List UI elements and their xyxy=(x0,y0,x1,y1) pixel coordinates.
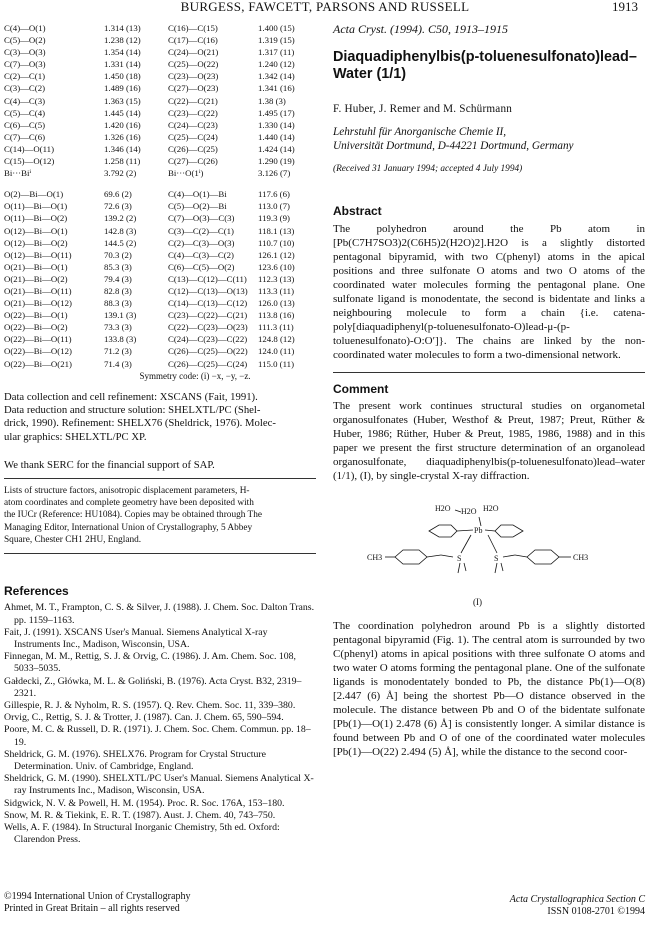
table-row xyxy=(4,143,316,155)
table-row xyxy=(4,58,316,70)
bond-line xyxy=(457,530,473,531)
bond-label: C(26)—C(25)—C(24) xyxy=(168,358,248,369)
bond-value: 119.3 (9) xyxy=(258,213,290,224)
running-title: BURGESS, FAWCETT, PARSONS AND RUSSELL xyxy=(180,0,470,14)
bond-label: C(26)—C(25) xyxy=(168,143,218,154)
bond-table xyxy=(4,22,316,370)
bond-label: C(7)—O(3) xyxy=(4,59,46,70)
copyright-line: Printed in Great Britain – all rights reserved xyxy=(4,903,180,914)
bond-value: 1.363 (15) xyxy=(104,95,141,106)
bond-label: C(16)—C(15) xyxy=(168,23,218,33)
bond-label: Bi···O(1ⁱ) xyxy=(168,168,204,179)
bond-line xyxy=(464,563,466,571)
sulfur-label-1: S xyxy=(457,554,462,563)
journal-citation: Acta Cryst. (1994). C50, 1913–1915 xyxy=(333,22,508,36)
bond-value: 1.319 (15) xyxy=(258,35,295,46)
bond-line xyxy=(441,555,453,557)
reference-item: Orvig, C., Rettig, S. J. & Trotter, J. (1987). Can. J. Chem. 65, 590–594. xyxy=(4,712,284,724)
bond-value: 85.3 (3) xyxy=(104,261,132,272)
h2o-label-1: H2O xyxy=(435,504,451,513)
bond-value: 117.6 (6) xyxy=(258,189,290,200)
table-row xyxy=(4,46,316,58)
bond-label: C(27)—C(26) xyxy=(168,156,218,167)
text-line: atom coordinates and complete geometry have been deposited with xyxy=(4,498,254,509)
reference-item: Poore, M. C. & Russell, D. R. (1971). J. Chem. Soc. Chem. Commun. pp. 18–19. xyxy=(4,724,311,748)
reference-item: Sidgwick, N. V. & Powell, H. M. (1954). Proc. R. Soc. 176A, 153–180. xyxy=(4,797,285,809)
bond-value: 88.3 (3) xyxy=(104,298,132,309)
bond-value: 72.6 (3) xyxy=(104,201,132,212)
bond-label: C(13)—C(12)—C(11) xyxy=(168,273,247,284)
coordination-text: The coordination polyhedron around Pb is a slightly distorted pentagonal bipyramid (Fig. 1). The central atom is surrounded by two C(phenyl) atoms in apical positions with three sulfonate O atoms and two water O atoms forming the pentagonal plane. One of the sulfonate ligands is monodentately bonded to Pb, the distance Pb(1)—O(8) [2.447 (6) Å] being the shortest Pb—O distance observed in the molecule. The distance between Pb and O of the bidentate sulfonate [Pb(1)—O(1) 2.478 (6) Å] is consistently longer. A similar distance is found between Pb and O of one of the coordinated water molecules [Pb(1)—O(22) 2.494 (5) Å], while the distance to the second coor- xyxy=(333,620,645,758)
bond-value: 71.2 (3) xyxy=(104,346,132,357)
bond-line xyxy=(461,535,471,553)
bond-label: O(12)—Bi—O(1) xyxy=(4,225,68,236)
authors: F. Huber, J. Remer and M. Schürmann xyxy=(333,103,513,115)
bond-value: 70.3 (2) xyxy=(104,249,132,260)
bond-label: C(4)—C(3) xyxy=(4,95,46,106)
bond-value: 1.445 (14) xyxy=(104,107,141,118)
bond-value: 1.38 (3) xyxy=(258,95,286,106)
bond-value: 115.0 (11) xyxy=(258,358,294,369)
sulfur-label-2: S xyxy=(494,554,499,563)
bond-value: 133.8 (3) xyxy=(104,334,137,345)
copyright-line: ©1994 International Union of Crystallography xyxy=(4,891,191,902)
reference-item: Fait, J. (1991). XSCANS User's Manual. Siemens Analytical X-ray Instruments Inc., Madison, Wisconsin, USA. xyxy=(4,626,268,650)
table-row xyxy=(4,225,316,237)
bond-value: 1.341 (16) xyxy=(258,83,295,94)
table-row xyxy=(4,95,316,107)
reference-item: Snow, M. R. & Tiekink, E. R. T. (1987). Aust. J. Chem. 40, 743–750. xyxy=(4,809,276,821)
methyl-label-left: CH3 xyxy=(367,553,383,562)
bond-value: 110.7 (10) xyxy=(258,237,295,248)
bond-value: 139.2 (2) xyxy=(104,213,137,224)
table-row xyxy=(4,167,316,179)
table-row xyxy=(4,212,316,224)
pb-label: Pb xyxy=(474,526,483,535)
bond-label: C(17)—C(16) xyxy=(168,35,218,46)
bond-line xyxy=(501,563,503,571)
comment-heading: Comment xyxy=(333,382,389,396)
bond-value: 1.489 (16) xyxy=(104,83,141,94)
bond-label: C(22)—C(23)—O(23) xyxy=(168,322,248,333)
bond-value: 1.495 (17) xyxy=(258,107,295,118)
bond-value: 1.440 (14) xyxy=(258,131,295,142)
bond-label: Bi···Biⁱ xyxy=(4,168,32,179)
bond-value: 124.0 (11) xyxy=(258,346,295,357)
bond-label: O(2)—Bi—O(1) xyxy=(4,189,64,200)
bond-value: 73.3 (3) xyxy=(104,322,132,333)
bond-value: 124.8 (12) xyxy=(258,334,295,345)
bond-label: O(22)—Bi—O(2) xyxy=(4,322,68,333)
bond-label: C(23)—C(22) xyxy=(168,107,218,118)
bond-value: 1.342 (14) xyxy=(258,71,295,82)
table-row xyxy=(4,107,316,119)
phenyl-ring xyxy=(495,525,523,537)
article-title: Diaquadiphenylbis(p-toluenesulfonato)lead–Water (1/1) xyxy=(333,49,637,82)
bond-value: 1.290 (19) xyxy=(258,156,295,167)
table-row xyxy=(4,131,316,143)
reference-item: Gałdecki, Z., Główka, M. L. & Goliński, B. (1976). Acta Cryst. B32, 2319–2321. xyxy=(4,675,302,699)
text-line: Data reduction and structure solution: SHELXTL/PC (Shel- xyxy=(4,403,261,416)
bond-value: 71.4 (3) xyxy=(104,358,132,369)
bond-value: 1.238 (12) xyxy=(104,35,141,46)
divider xyxy=(333,372,645,373)
bond-value: 126.0 (13) xyxy=(258,298,295,309)
bond-value: 1.258 (11) xyxy=(104,156,141,167)
table-row xyxy=(4,249,316,261)
table-row xyxy=(4,285,316,297)
reference-item: Finnegan, M. M., Rettig, S. J. & Orvig, C. (1986). J. Am. Chem. Soc. 108, 5033–5035. xyxy=(4,651,297,675)
references-heading: References xyxy=(4,584,69,599)
text-line: Lists of structure factors, anisotropic displacement parameters, H- xyxy=(4,485,250,496)
bond-value: 3.792 (2) xyxy=(104,168,137,179)
abstract-heading: Abstract xyxy=(333,204,382,218)
bond-label: C(3)—C(2)—C(1) xyxy=(168,225,234,236)
bond-value: 69.6 (2) xyxy=(104,189,132,200)
table-row xyxy=(4,345,316,357)
references-list xyxy=(4,602,316,846)
bond-label: C(4)—C(3)—C(2) xyxy=(168,249,234,260)
bond-line xyxy=(488,535,497,553)
bond-label: C(4)—O(1)—Bi xyxy=(168,189,227,200)
bond-value: 1.400 (15) xyxy=(258,23,295,33)
journal-footer xyxy=(420,894,645,918)
page-number: 1913 xyxy=(612,0,638,14)
bond-label: C(22)—C(21) xyxy=(168,95,218,106)
bond-value: 1.330 (14) xyxy=(258,119,295,130)
bond-label: C(24)—C(23)—C(22) xyxy=(168,334,248,345)
bond-value: 1.424 (14) xyxy=(258,143,295,154)
bond-label: O(21)—Bi—O(12) xyxy=(4,298,72,309)
table-row xyxy=(4,321,316,333)
acknowledgement: We thank SERC for the financial support of SAP. xyxy=(4,458,316,479)
structure-diagram xyxy=(333,495,645,613)
bond-line xyxy=(485,530,495,531)
bond-value: 1.331 (14) xyxy=(104,59,141,70)
bond-label: C(14)—O(11) xyxy=(4,143,55,154)
structure-svg xyxy=(333,495,645,613)
bond-label: O(22)—Bi—O(11) xyxy=(4,334,72,345)
bond-label: C(23)—C(22)—C(21) xyxy=(168,310,248,321)
table-row xyxy=(4,358,316,370)
bond-value: 3.126 (7) xyxy=(258,168,291,179)
reference-item: Gillespie, R. J. & Nyholm, R. S. (1957). Q. Rev. Chem. Soc. 11, 339–380. xyxy=(4,699,296,711)
text-line: drick, 1990). Refinement: SHELX76 (Sheldrick, 1976). Molec- xyxy=(4,417,276,430)
bond-label: C(25)—O(22) xyxy=(168,59,219,70)
bond-label: O(11)—Bi—O(2) xyxy=(4,213,68,224)
text-line: Managing Editor, International Union of Crystallography, 5 Abbey xyxy=(4,522,253,533)
bond-value: 1.314 (13) xyxy=(104,23,141,33)
bond-value: 79.4 (3) xyxy=(104,273,132,284)
bond-value: 82.8 (3) xyxy=(104,285,132,296)
symmetry-code: Symmetry code: (i) −x, −y, −z. xyxy=(139,370,251,381)
table-row xyxy=(4,34,316,46)
bond-label: C(24)—O(21) xyxy=(168,47,219,58)
table-row xyxy=(4,179,316,200)
abstract-text: The polyhedron around the Pb atom in [Pb(C7H7SO3)2(C6H5)2(H2O)2].H2O is a slightly distorted pentagonal bipyramid, with two C(phenyl) atoms in the apical positions and three sulfonate O atoms and two O atoms of the coordinated water molecules forming the pentagonal plane. One sulfonate ligand is monodentate, the second is bidentate and links a neighbouring molecule to form a chain {i.e. catena-poly[diaquadiphenyl(p-toluenesulfonato-O)lead-μ-(p-toluenesulfonato)-O:O′]}. The chains are linked by the non-coordinated water molecules to form a two-dimensional network. xyxy=(333,223,645,361)
table-row xyxy=(4,119,316,131)
reference-item: Sheldrick, G. M. (1990). SHELXTL/PC User's Manual. Siemens Analytical X-ray Instruments Inc., Madison, Wisconsin, USA. xyxy=(4,773,314,797)
bond-label: C(27)—O(23) xyxy=(168,83,219,94)
affiliation-line: Lehrstuhl für Anorganische Chemie II, xyxy=(333,126,507,138)
table-row xyxy=(4,237,316,249)
bond-value: 1.317 (11) xyxy=(258,47,295,58)
bond-label: C(14)—C(13)—C(12) xyxy=(168,298,248,309)
running-header xyxy=(0,0,650,18)
affiliation xyxy=(333,125,645,153)
bond-value: 1.346 (14) xyxy=(104,143,141,154)
table-row xyxy=(4,200,316,212)
bond-label: C(3)—C(2) xyxy=(4,83,46,94)
table-row xyxy=(4,333,316,345)
data-collection-paragraph xyxy=(4,391,316,444)
table-row xyxy=(4,297,316,309)
copyright xyxy=(4,891,190,915)
left-column xyxy=(4,22,316,846)
h2o-label-2: H2O xyxy=(461,507,477,516)
bond-label: O(11)—Bi—O(1) xyxy=(4,201,68,212)
bond-label: C(24)—C(23) xyxy=(168,119,218,130)
reference-item: Sheldrick, G. M. (1976). SHELX76. Program for Crystal Structure Determination. Univ. of Cambridge, England. xyxy=(4,748,267,772)
bond-label: C(6)—C(5) xyxy=(4,119,46,130)
bond-line xyxy=(458,563,460,573)
bond-label: O(22)—Bi—O(1) xyxy=(4,310,68,321)
tolyl-ring xyxy=(527,550,559,564)
bond-label: C(6)—C(5)—O(2) xyxy=(168,261,235,272)
text-line: the IUCr (Reference: HU1084). Copies may be obtained through The xyxy=(4,510,263,521)
bond-line xyxy=(503,555,515,557)
bond-line xyxy=(515,555,527,557)
bond-label: C(26)—C(25)—O(22) xyxy=(168,346,248,357)
bond-line xyxy=(479,517,481,526)
bond-value: 1.354 (14) xyxy=(104,47,141,58)
bond-label: O(21)—Bi—O(2) xyxy=(4,273,68,284)
phenyl-ring xyxy=(429,525,457,537)
affiliation-line: Universität Dortmund, D-44221 Dortmund, Germany xyxy=(333,140,574,152)
received-dates: (Received 31 January 1994; accepted 4 July 1994) xyxy=(333,164,523,174)
bond-value: 112.3 (13) xyxy=(258,273,295,284)
bond-value: 111.3 (11) xyxy=(258,322,294,333)
table-row xyxy=(4,82,316,94)
table-row xyxy=(4,261,316,273)
text-line: Data collection and cell refinement: XSCANS (Fait, 1991). xyxy=(4,390,258,403)
bond-value: 113.0 (7) xyxy=(258,201,290,212)
bond-value: 1.326 (16) xyxy=(104,131,141,142)
reference-item: Wells, A. F. (1984). In Structural Inorganic Chemistry, 5th ed. Oxford: Clarendon Press. xyxy=(4,821,280,846)
bond-value: 144.5 (2) xyxy=(104,237,137,248)
footer-line: ISSN 0108-2701 ©1994 xyxy=(547,906,645,917)
bond-value: 113.3 (11) xyxy=(258,285,294,296)
text-line: ular graphics: SHELXTL/PC XP. xyxy=(4,430,147,443)
bond-value: 1.240 (12) xyxy=(258,59,295,70)
bond-value: 118.1 (13) xyxy=(258,225,295,236)
bond-label: O(12)—Bi—O(2) xyxy=(4,237,68,248)
bond-label: C(23)—O(23) xyxy=(168,71,219,82)
right-column xyxy=(333,22,645,759)
bond-value: 113.8 (16) xyxy=(258,310,295,321)
bond-label: C(5)—O(2) xyxy=(4,35,46,46)
bond-value: 123.6 (10) xyxy=(258,261,295,272)
bond-value: 139.1 (3) xyxy=(104,310,137,321)
table-row xyxy=(4,155,316,167)
table-row xyxy=(4,22,316,34)
bond-label: C(2)—C(1) xyxy=(4,71,46,82)
bond-label: C(7)—O(3)—C(3) xyxy=(168,213,235,224)
bond-label: C(15)—O(12) xyxy=(4,156,55,167)
bond-label: O(22)—Bi—O(21) xyxy=(4,358,72,369)
bond-label: C(7)—C(6) xyxy=(4,131,46,142)
bond-value: 126.1 (12) xyxy=(258,249,295,260)
table-row xyxy=(4,309,316,321)
h2o-label-3: H2O xyxy=(483,504,499,513)
bond-label: O(22)—Bi—O(12) xyxy=(4,346,72,357)
table-row xyxy=(4,70,316,82)
bond-label: C(25)—C(24) xyxy=(168,131,218,142)
footer-line: Acta Crystallographica Section C xyxy=(509,894,645,905)
bond-line xyxy=(495,563,497,573)
bond-label: C(12)—C(13)—O(13) xyxy=(168,285,248,296)
tolyl-ring xyxy=(395,550,427,564)
text-line: Square, Chester CH1 2HU, England. xyxy=(4,535,142,545)
bond-line xyxy=(427,555,441,557)
comment-text: The present work continues structural studies on organometal organosulfonates (Huber, Westhof & Preut, 1987; Preut, Rüther & Huber, 1986; Rüther, Huber & Preut, 1985, 1986, 1988) and in this paper we present the first structure determination of an organolead organosulfonate, diaquadiphenylbis(p-toluenesulfonato)lead–water (1/1), (I), by single-crystal X-ray diffraction. xyxy=(333,400,645,482)
table-row xyxy=(4,273,316,285)
bond-label: C(5)—O(2)—Bi xyxy=(168,201,227,212)
bond-value: 142.8 (3) xyxy=(104,225,137,236)
bond-label: O(21)—Bi—O(11) xyxy=(4,285,72,296)
bond-label: C(3)—O(3) xyxy=(4,47,46,58)
bond-label: O(12)—Bi—O(11) xyxy=(4,249,72,260)
bond-label: C(4)—O(1) xyxy=(4,23,46,33)
compound-label: (I) xyxy=(473,597,482,607)
reference-item: Ahmet, M. T., Frampton, C. S. & Silver, J. (1988). J. Chem. Soc. Dalton Trans. pp. 1159–1163. xyxy=(4,602,315,626)
bond-value: 1.450 (18) xyxy=(104,71,141,82)
bond-label: C(2)—C(3)—O(3) xyxy=(168,237,235,248)
bond-value: 1.420 (16) xyxy=(104,119,141,130)
methyl-label-right: CH3 xyxy=(573,553,589,562)
bond-label: C(5)—C(4) xyxy=(4,107,46,118)
deposit-note xyxy=(4,485,316,554)
bond-label: O(21)—Bi—O(1) xyxy=(4,261,68,272)
